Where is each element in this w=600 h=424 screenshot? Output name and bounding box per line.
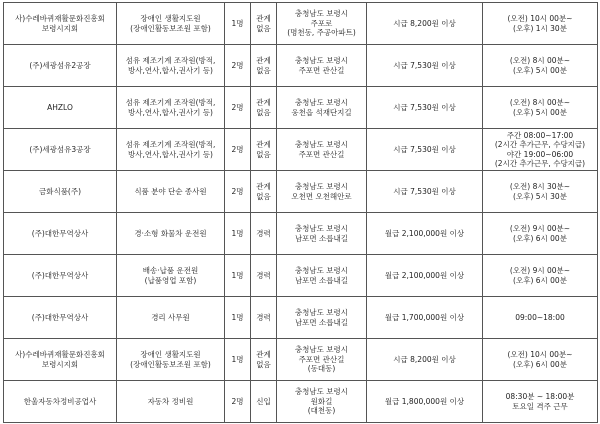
hours-cell: 08:30분 ~ 18:00분 토요일 격주 근무: [483, 381, 598, 423]
count-cell: 1명: [225, 297, 251, 339]
wage-cell: 시급 8,200원 이상: [367, 339, 483, 381]
wage-cell: 시급 7,530원 이상: [367, 87, 483, 129]
location-cell: 충청남도 보령시 남포면 소릅내길: [277, 297, 367, 339]
wage-cell: 월급 2,100,000원 이상: [367, 213, 483, 255]
career-cell: 경력: [251, 255, 277, 297]
hours-cell: (오전) 8시 30분~ (오후) 5시 30분: [483, 171, 598, 213]
hours-cell: 주간 08:00~17:00 (2시간 추가근무, 수당지급) 야간 19:00~06:00 (2시간 추가근무, 수당지급): [483, 129, 598, 171]
location-cell: 충청남도 보령시 웅천읍 석재단지길: [277, 87, 367, 129]
count-cell: 1명: [225, 3, 251, 45]
job-rows: [4, 3, 598, 423]
location-cell: 충청남도 보령시 오천면 오천해안로: [277, 171, 367, 213]
career-cell: 관계 없음: [251, 339, 277, 381]
career-cell: 관계 없음: [251, 129, 277, 171]
wage-cell: 시급 7,530원 이상: [367, 129, 483, 171]
company-cell: (주)대한무역상사: [4, 213, 117, 255]
job-cell: 경·소형 화물차 운전원: [117, 213, 225, 255]
career-cell: 관계 없음: [251, 3, 277, 45]
company-cell: (주)대한무역상사: [4, 297, 117, 339]
job-listing-table: [3, 2, 598, 423]
count-cell: 2명: [225, 45, 251, 87]
wage-cell: 월급 1,700,000원 이상: [367, 297, 483, 339]
wage-cell: 시급 7,530원 이상: [367, 45, 483, 87]
location-cell: 충청남도 보령시 남포면 소릅내길: [277, 213, 367, 255]
career-cell: 관계 없음: [251, 171, 277, 213]
table-row: [4, 381, 598, 423]
job-cell: 섬유 제조기계 조작원(방적, 방사,연사,합사,권사기 등): [117, 87, 225, 129]
job-cell: 식품 분야 단순 종사원: [117, 171, 225, 213]
career-cell: 관계 없음: [251, 45, 277, 87]
count-cell: 2명: [225, 129, 251, 171]
job-cell: 자동차 정비원: [117, 381, 225, 423]
table-row: [4, 45, 598, 87]
hours-cell: (오전) 10시 00분~ (오후) 1시 30분: [483, 3, 598, 45]
hours-cell: (오전) 8시 00분~ (오후) 5시 00분: [483, 45, 598, 87]
hours-cell: 09:00~18:00: [483, 297, 598, 339]
wage-cell: 월급 2,100,000원 이상: [367, 255, 483, 297]
location-cell: 충청남도 보령시 주포면 관산길: [277, 129, 367, 171]
wage-cell: 월급 1,800,000원 이상: [367, 381, 483, 423]
wage-cell: 시급 7,530원 이상: [367, 171, 483, 213]
location-cell: 충청남도 보령시 원화길 (대천동): [277, 381, 367, 423]
table-row: [4, 297, 598, 339]
company-cell: AHZLO: [4, 87, 117, 129]
table-row: [4, 255, 598, 297]
career-cell: 신입: [251, 381, 277, 423]
count-cell: 1명: [225, 255, 251, 297]
count-cell: 1명: [225, 213, 251, 255]
job-cell: 경리 사무원: [117, 297, 225, 339]
table-row: [4, 129, 598, 171]
location-cell: 충청남도 보령시 남포면 소릅내길: [277, 255, 367, 297]
company-cell: (주)세광섬유3공장: [4, 129, 117, 171]
company-cell: 사)수레바퀴재활문화진흥회 보령시지회: [4, 339, 117, 381]
company-cell: 금화식품(주): [4, 171, 117, 213]
location-cell: 충청남도 보령시 주포로 (명천동, 주공아파트): [277, 3, 367, 45]
location-cell: 충청남도 보령시 주포면 관산길 (동대동): [277, 339, 367, 381]
count-cell: 2명: [225, 171, 251, 213]
table-row: [4, 339, 598, 381]
location-cell: 충청남도 보령시 주포면 관산길: [277, 45, 367, 87]
count-cell: 2명: [225, 87, 251, 129]
hours-cell: (오전) 9시 00분~ (오후) 6시 00분: [483, 213, 598, 255]
wage-cell: 시급 8,200원 이상: [367, 3, 483, 45]
company-cell: 사)수레바퀴재활문화진흥회 보령시지회: [4, 3, 117, 45]
career-cell: 경력: [251, 297, 277, 339]
hours-cell: (오전) 10시 00분~ (오후) 6시 00분: [483, 339, 598, 381]
job-cell: 장애인 생활지도원 (장애인활동보조원 포함): [117, 339, 225, 381]
table-row: [4, 213, 598, 255]
job-cell: 배송·납품 운전원 (납품영업 포함): [117, 255, 225, 297]
hours-cell: (오전) 9시 00분~ (오후) 6시 00분: [483, 255, 598, 297]
company-cell: 한울자동차정비공업사: [4, 381, 117, 423]
table-row: [4, 171, 598, 213]
company-cell: (주)대한무역상사: [4, 255, 117, 297]
count-cell: 2명: [225, 381, 251, 423]
job-cell: 장애인 생활지도원 (장애인활동보조원 포함): [117, 3, 225, 45]
job-cell: 섬유 제조기계 조작원(방적, 방사,연사,합사,권사기 등): [117, 45, 225, 87]
career-cell: 관계 없음: [251, 87, 277, 129]
hours-cell: (오전) 8시 00분~ (오후) 5시 00분: [483, 87, 598, 129]
company-cell: (주)세광섬유2공장: [4, 45, 117, 87]
count-cell: 1명: [225, 339, 251, 381]
table-row: [4, 87, 598, 129]
career-cell: 경력: [251, 213, 277, 255]
job-cell: 섬유 제조기계 조작원(방적, 방사,연사,합사,권사기 등): [117, 129, 225, 171]
table-row: [4, 3, 598, 45]
